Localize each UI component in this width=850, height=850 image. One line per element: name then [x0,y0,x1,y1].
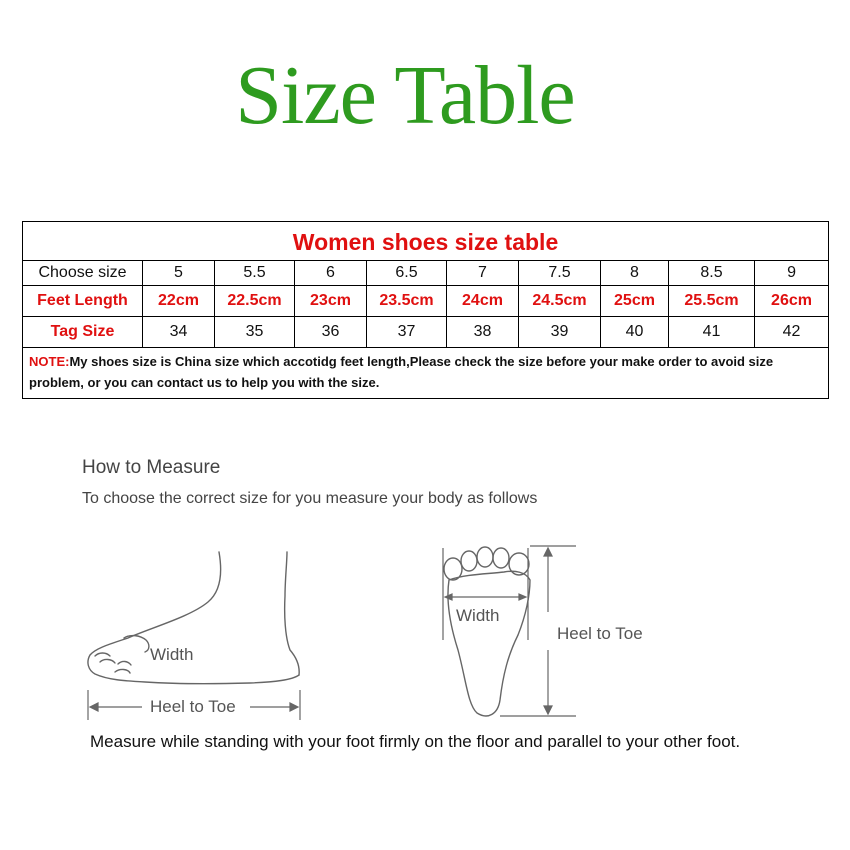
foot-measure-illustration [0,530,850,730]
side-heel-to-toe-label: Heel to Toe [150,697,236,716]
choose-size-cell: 7.5 [519,261,601,286]
tag-size-cell: 39 [519,317,601,348]
table-row-feet-length [23,286,829,317]
tag-size-cell: 34 [143,317,215,348]
side-width-label: Width [150,645,194,664]
choose-size-cell: 7 [447,261,519,286]
note-text: My shoes size is China size which accotidg feet length,Please check the size before your make order to avoid size problem, or you can contact us to help you with the size. [29,354,774,390]
feet-length-cell: 25cm [601,286,669,317]
page-title: Size Table [235,49,575,142]
tag-size-cell: 38 [447,317,519,348]
choose-size-cell: 6 [295,261,367,286]
row-header-tag-size: Tag Size [23,317,143,348]
sole-foot-outline [444,547,530,716]
feet-length-cell: 23.5cm [367,286,447,317]
table-row-note [23,348,829,399]
tag-size-cell: 35 [215,317,295,348]
choose-size-cell: 8.5 [669,261,755,286]
choose-size-cell: 5.5 [215,261,295,286]
measure-instruction: Measure while standing with your foot firmly on the floor and parallel to your other foot. [90,732,741,751]
side-foot-outline [88,552,299,684]
table-row-choose-size [23,261,829,286]
size-table [22,221,829,399]
feet-length-cell: 24cm [447,286,519,317]
feet-length-cell: 25.5cm [669,286,755,317]
how-to-measure-subtitle: To choose the correct size for you measure your body as follows [82,490,538,507]
note-label: NOTE: [29,354,70,369]
tag-size-cell: 42 [755,317,829,348]
feet-length-cell: 26cm [755,286,829,317]
note-cell [23,348,829,399]
tag-size-cell: 41 [669,317,755,348]
choose-size-cell: 5 [143,261,215,286]
table-row-tag-size [23,317,829,348]
row-header-choose-size: Choose size [23,261,143,286]
tag-size-cell: 40 [601,317,669,348]
feet-length-cell: 23cm [295,286,367,317]
sole-heel-to-toe-label: Heel to Toe [557,624,643,643]
choose-size-cell: 6.5 [367,261,447,286]
choose-size-cell: 9 [755,261,829,286]
tag-size-cell: 36 [295,317,367,348]
how-to-measure-title: How to Measure [82,457,221,478]
tag-size-cell: 37 [367,317,447,348]
feet-length-cell: 22.5cm [215,286,295,317]
sole-width-label: Width [456,606,500,625]
feet-length-cell: 22cm [143,286,215,317]
feet-length-cell: 24.5cm [519,286,601,317]
row-header-feet-length: Feet Length [23,286,143,317]
choose-size-cell: 8 [601,261,669,286]
table-caption: Women shoes size table [23,222,829,261]
